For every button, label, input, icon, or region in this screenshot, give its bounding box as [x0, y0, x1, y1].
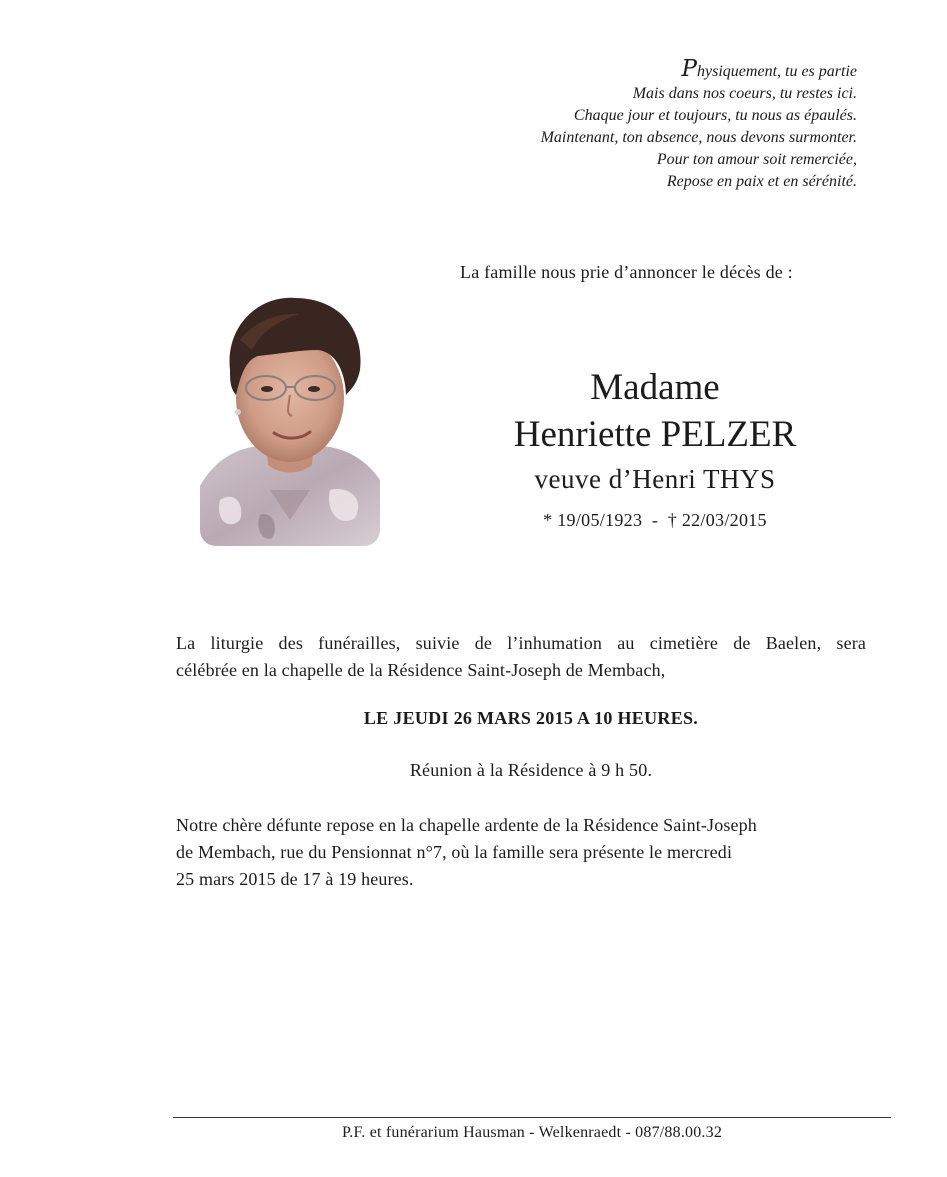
poem-line: Chaque jour et toujours, tu nous as épaulés. [573, 107, 857, 124]
funeral-paragraph [176, 630, 866, 684]
footer-divider [173, 1117, 891, 1118]
poem-dropcap: P [681, 56, 698, 82]
paragraph-line: Notre chère défunte repose en la chapelle ardente de la Résidence Saint-Joseph [176, 815, 757, 835]
paragraph-line: de Membach, rue du Pensionnat n°7, où la famille sera présente le mercredi [176, 842, 733, 862]
portrait-photo [200, 290, 380, 546]
deceased-identity [460, 366, 850, 531]
paragraph-line: La liturgie des funérailles, suivie de l’inhumation au cimetière de Baelen, sera [176, 633, 866, 653]
memorial-poem [337, 58, 857, 193]
deceased-spouse: veuve d’Henri THYS [534, 464, 776, 494]
funeral-home-footer: P.F. et funérarium Hausman - Welkenraedt - 087/88.00.32 [341, 1124, 723, 1141]
ceremony-datetime: LE JEUDI 26 MARS 2015 A 10 HEURES. [363, 708, 699, 728]
poem-line: Maintenant, ton absence, nous devons surmonter. [540, 129, 857, 146]
poem-first-line: hysiquement, tu es partie [697, 63, 857, 80]
paragraph-line: 25 mars 2015 de 17 à 19 heures. [176, 869, 414, 889]
life-dates: * 19/05/1923 - † 22/03/2015 [543, 510, 767, 530]
poem-line: Pour ton amour soit remerciée, [656, 151, 857, 168]
deceased-title: Madame [590, 367, 720, 408]
announcement-text: La famille nous prie d’annoncer le décès de : [460, 262, 793, 282]
poem-line: Mais dans nos coeurs, tu restes ici. [632, 85, 857, 102]
meeting-time: Réunion à la Résidence à 9 h 50. [409, 760, 653, 780]
visitation-paragraph [176, 812, 866, 893]
paragraph-line: célébrée en la chapelle de la Résidence Saint-Joseph de Membach, [176, 660, 666, 680]
deceased-name: Henriette PELZER [513, 414, 797, 455]
poem-line: Repose en paix et en sérénité. [666, 173, 857, 190]
poem-line [337, 58, 857, 83]
